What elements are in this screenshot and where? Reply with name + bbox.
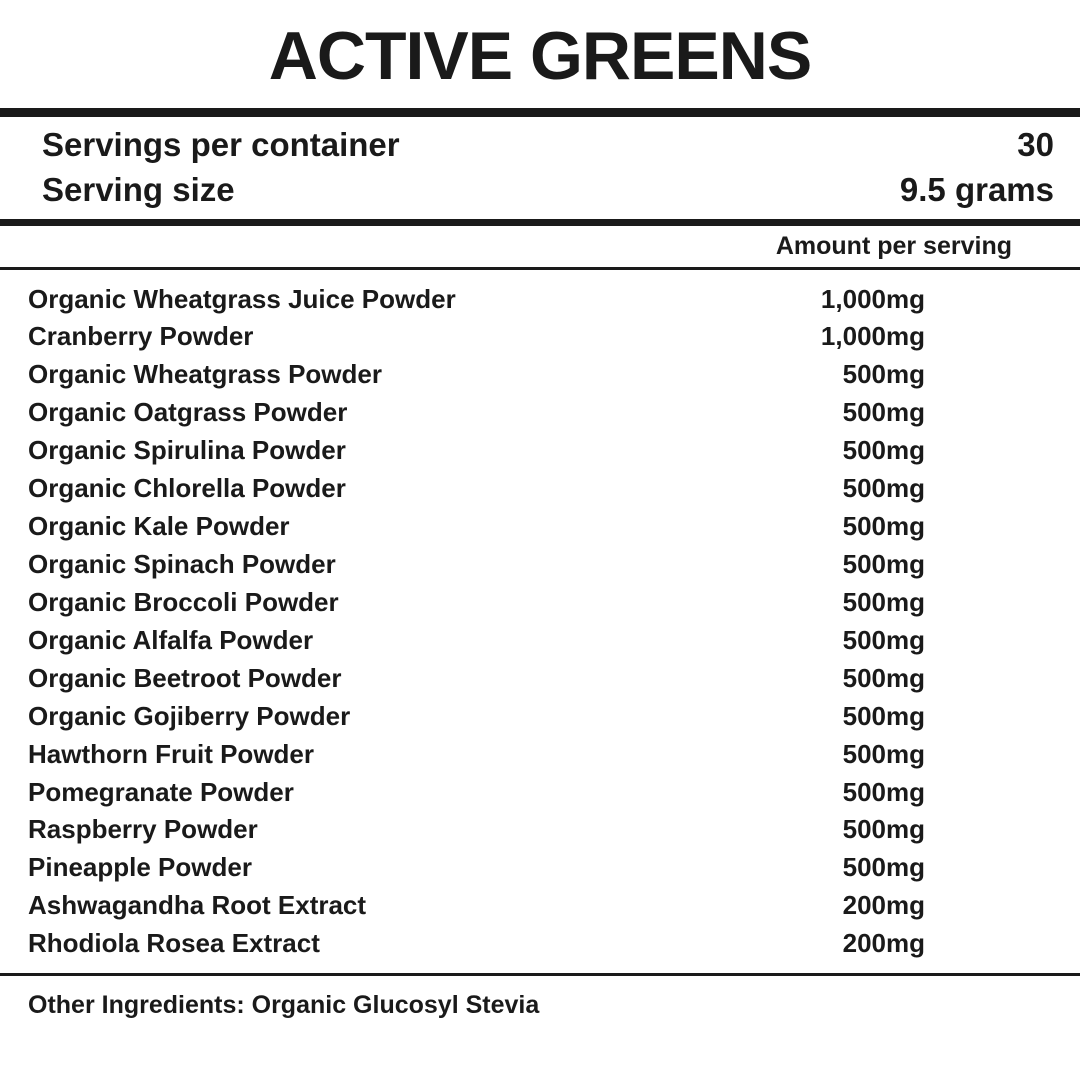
- ingredient-name: Organic Broccoli Powder: [28, 586, 339, 617]
- list-item: [0, 508, 1080, 546]
- ingredient-amount: 500mg: [842, 852, 925, 883]
- ingredient-amount: 500mg: [842, 435, 925, 466]
- ingredient-name: Organic Spirulina Powder: [28, 435, 346, 466]
- servings-block: [0, 117, 1080, 219]
- servings-per-container-row: [26, 123, 1054, 168]
- amount-per-serving-header: Amount per serving: [775, 231, 1012, 260]
- ingredient-amount: 500mg: [842, 700, 925, 731]
- list-item: [0, 546, 1080, 584]
- ingredient-name: Organic Alfalfa Powder: [28, 624, 314, 655]
- ingredient-amount: 500mg: [842, 586, 925, 617]
- ingredient-name: Organic Kale Powder: [28, 511, 290, 542]
- ingredient-name: Cranberry Powder: [28, 321, 254, 352]
- ingredient-amount: 500mg: [842, 662, 925, 693]
- list-item: [0, 811, 1080, 849]
- ingredient-amount: 500mg: [842, 473, 925, 504]
- ingredient-amount: 500mg: [842, 549, 925, 580]
- ingredient-name: Organic Oatgrass Powder: [28, 397, 348, 428]
- ingredient-amount: 200mg: [842, 890, 925, 921]
- list-item: [0, 735, 1080, 773]
- ingredient-name: Pomegranate Powder: [28, 776, 294, 807]
- ingredient-amount: 1,000mg: [820, 283, 925, 314]
- ingredient-amount: 1,000mg: [820, 321, 925, 352]
- ingredient-amount: 500mg: [842, 814, 925, 845]
- list-item: [0, 622, 1080, 660]
- ingredient-amount: 500mg: [842, 511, 925, 542]
- ingredient-list: [0, 276, 1080, 967]
- ingredient-amount: 500mg: [842, 624, 925, 655]
- ingredient-amount: 500mg: [842, 397, 925, 428]
- list-item: [0, 925, 1080, 963]
- serving-size-label: Serving size: [42, 170, 235, 208]
- ingredient-name: Organic Beetroot Powder: [28, 662, 342, 693]
- serving-size-value: 9.5 grams: [899, 170, 1054, 208]
- ingredient-name: Organic Chlorella Powder: [28, 473, 346, 504]
- servings-per-container-label: Servings per container: [42, 126, 400, 163]
- ingredient-name: Hawthorn Fruit Powder: [28, 738, 314, 769]
- ingredient-name: Raspberry Powder: [28, 814, 258, 845]
- list-item: [0, 394, 1080, 432]
- other-ingredients: Other Ingredients: Organic Glucosyl Stevia: [28, 990, 540, 1019]
- divider-top: [0, 108, 1080, 117]
- ingredient-amount: 500mg: [842, 359, 925, 390]
- page-title: ACTIVE GREENS: [268, 18, 812, 94]
- list-item: [0, 660, 1080, 698]
- list-item: [0, 432, 1080, 470]
- list-item: [0, 470, 1080, 508]
- list-item: [0, 318, 1080, 356]
- list-item: [0, 280, 1080, 318]
- servings-per-container-value: 30: [1017, 126, 1054, 163]
- ingredient-amount: 500mg: [842, 738, 925, 769]
- ingredient-name: Pineapple Powder: [28, 852, 252, 883]
- ingredient-name: Rhodiola Rosea Extract: [28, 928, 320, 959]
- list-item: [0, 356, 1080, 394]
- list-item: [0, 584, 1080, 622]
- ingredient-name: Organic Wheatgrass Juice Powder: [28, 283, 456, 314]
- ingredient-name: Ashwagandha Root Extract: [28, 890, 367, 921]
- ingredient-name: Organic Wheatgrass Powder: [28, 359, 382, 390]
- list-item: [0, 773, 1080, 811]
- serving-size-row: [26, 168, 1054, 213]
- ingredient-amount: 500mg: [842, 776, 925, 807]
- ingredient-name: Organic Spinach Powder: [28, 549, 336, 580]
- ingredient-name: Organic Gojiberry Powder: [28, 700, 351, 731]
- list-item: [0, 849, 1080, 887]
- list-item: [0, 698, 1080, 736]
- ingredient-amount: 200mg: [842, 928, 925, 959]
- list-item: [0, 887, 1080, 925]
- divider-servings: [0, 219, 1080, 226]
